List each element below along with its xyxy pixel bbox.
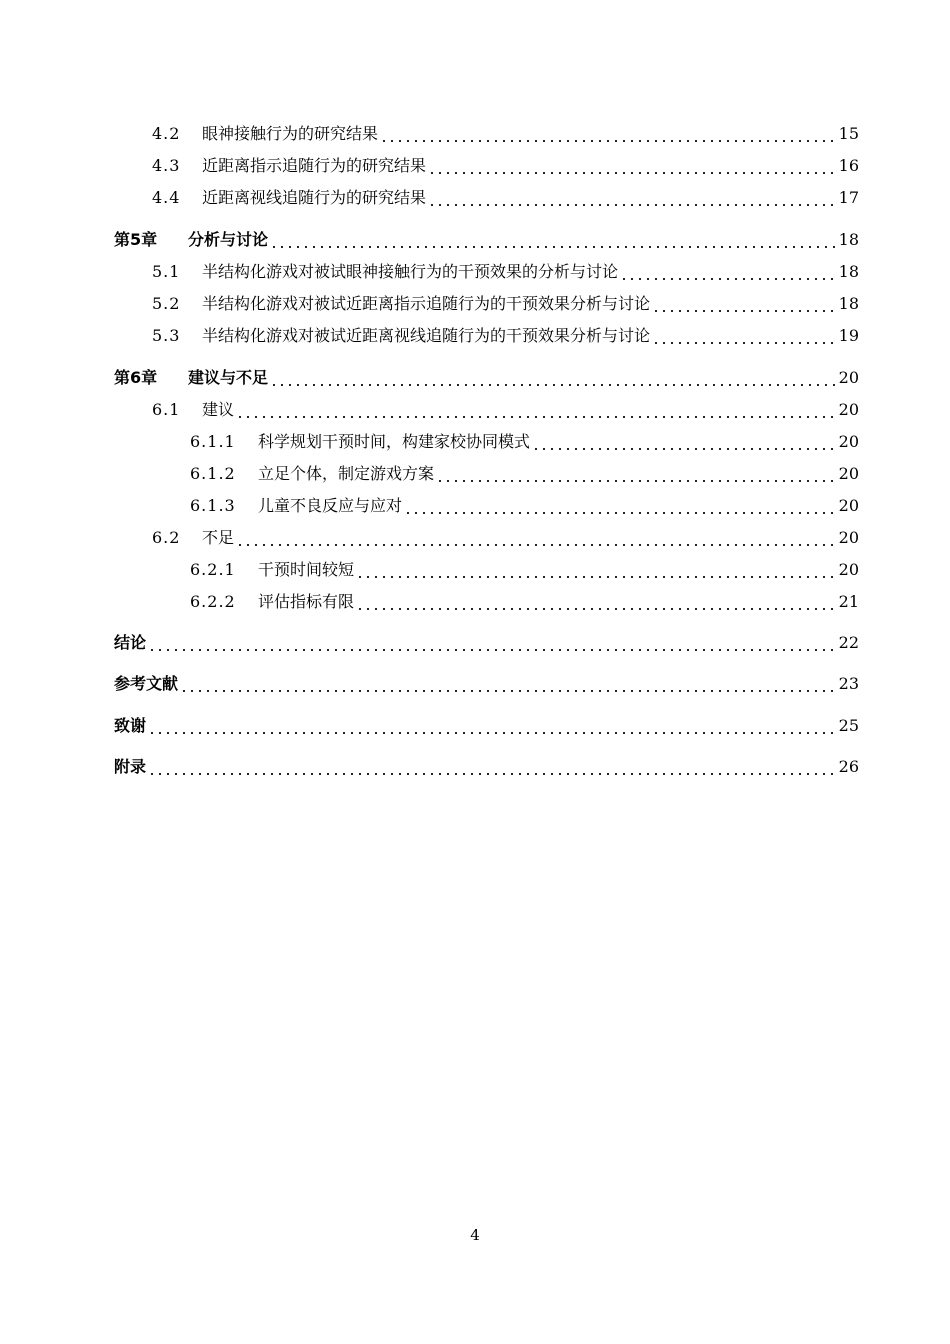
toc-entry[interactable] <box>152 184 859 208</box>
toc-entry[interactable] <box>190 588 859 612</box>
toc-entry[interactable] <box>190 460 859 484</box>
toc-entry[interactable] <box>152 290 859 314</box>
toc-entry-page: 15 <box>838 124 859 143</box>
dot-leader <box>270 368 837 388</box>
toc-entry-page: 20 <box>838 400 859 419</box>
dot-leader <box>148 716 837 736</box>
dot-leader <box>620 262 837 282</box>
toc-entry-title: 近距离指示追随行为的研究结果 <box>202 156 427 175</box>
toc-section-entry[interactable] <box>114 753 859 777</box>
toc-entry-page: 17 <box>838 188 859 207</box>
page-number: 4 <box>470 1226 480 1244</box>
toc-entry[interactable] <box>152 152 859 176</box>
dot-leader <box>148 633 837 653</box>
toc-entry-number: 6.1 <box>152 400 181 419</box>
toc-entry-page: 20 <box>838 432 859 451</box>
toc-entry-page: 18 <box>838 262 859 281</box>
toc-entry-title: 评估指标有限 <box>258 592 355 611</box>
toc-entry-title: 半结构化游戏对被试眼神接触行为的干预效果的分析与讨论 <box>202 262 619 281</box>
toc-entry-title: 干预时间较短 <box>258 560 355 579</box>
dot-leader <box>428 156 837 176</box>
dot-leader <box>236 528 837 548</box>
dot-leader <box>148 757 837 777</box>
toc-entry-number: 第5章 <box>114 230 158 249</box>
toc-entry-title: 建议 <box>202 400 235 419</box>
toc-entry-title: 科学规划干预时间，构建家校协同模式 <box>258 432 531 451</box>
toc-entry-page: 20 <box>838 560 859 579</box>
toc-entry[interactable] <box>152 258 859 282</box>
toc-chapter-entry[interactable] <box>114 226 859 250</box>
toc-entry-page: 20 <box>838 464 859 483</box>
toc-entry-page: 20 <box>838 496 859 515</box>
toc-entry-page: 26 <box>838 757 859 776</box>
toc-chapter-entry[interactable] <box>114 364 859 388</box>
toc-entry[interactable] <box>152 322 859 346</box>
toc-entry-number: 5.1 <box>152 262 181 281</box>
toc-section-entry[interactable] <box>114 670 859 694</box>
toc-entry-title: 半结构化游戏对被试近距离视线追随行为的干预效果分析与讨论 <box>202 326 651 345</box>
toc-entry-page: 18 <box>838 294 859 313</box>
toc-entry-title: 半结构化游戏对被试近距离指示追随行为的干预效果分析与讨论 <box>202 294 651 313</box>
dot-leader <box>270 230 837 250</box>
toc-entry-title: 立足个体，制定游戏方案 <box>258 464 435 483</box>
dot-leader <box>652 326 837 346</box>
toc-entry-number: 6.1.3 <box>190 496 236 515</box>
dot-leader <box>380 124 837 144</box>
toc-entry-number: 5.3 <box>152 326 181 345</box>
dot-leader <box>236 400 837 420</box>
toc-entry[interactable] <box>152 396 859 420</box>
toc-entry-page: 19 <box>838 326 859 345</box>
toc-section-entry[interactable] <box>114 712 859 736</box>
toc-entry-number: 6.1.1 <box>190 432 236 451</box>
toc-entry-number: 5.2 <box>152 294 181 313</box>
toc-entry-title: 结论 <box>114 633 147 652</box>
dot-leader <box>356 560 837 580</box>
toc-entry[interactable] <box>190 492 859 516</box>
toc-entry-title: 近距离视线追随行为的研究结果 <box>202 188 427 207</box>
dot-leader <box>180 674 837 694</box>
toc-entry-title: 不足 <box>202 528 235 547</box>
toc-entry-page: 23 <box>838 674 859 693</box>
toc-entry-title: 建议与不足 <box>188 368 269 387</box>
toc-entry-title: 参考文献 <box>114 674 179 693</box>
toc-entry-number: 4.4 <box>152 188 181 207</box>
toc-entry[interactable] <box>190 428 859 452</box>
toc-entry-page: 25 <box>838 716 859 735</box>
toc-entry-title: 分析与讨论 <box>188 230 269 249</box>
toc-entry-title: 附录 <box>114 757 147 776</box>
dot-leader <box>532 432 837 452</box>
toc-entry-title: 致谢 <box>114 716 147 735</box>
dot-leader <box>428 188 837 208</box>
toc-entry-title: 儿童不良反应与应对 <box>258 496 403 515</box>
toc-entry-number: 4.3 <box>152 156 181 175</box>
toc-entry-page: 16 <box>838 156 859 175</box>
dot-leader <box>652 294 837 314</box>
toc-entry-page: 22 <box>838 633 859 652</box>
toc-entry[interactable] <box>152 120 859 144</box>
toc-entry[interactable] <box>190 556 859 580</box>
toc-entry-number: 4.2 <box>152 124 181 143</box>
toc-section-entry[interactable] <box>114 629 859 653</box>
toc-entry-number: 6.2 <box>152 528 181 547</box>
toc-entry-page: 20 <box>838 368 859 387</box>
toc-entry-title: 眼神接触行为的研究结果 <box>202 124 379 143</box>
toc-entry[interactable] <box>152 524 859 548</box>
toc-entry-number: 第6章 <box>114 368 158 387</box>
toc-entry-page: 20 <box>838 528 859 547</box>
dot-leader <box>404 496 837 516</box>
toc-entry-number: 6.2.2 <box>190 592 236 611</box>
dot-leader <box>436 464 837 484</box>
toc-entry-number: 6.1.2 <box>190 464 236 483</box>
dot-leader <box>356 592 837 612</box>
toc-entry-page: 21 <box>838 592 859 611</box>
toc-entry-number: 6.2.1 <box>190 560 236 579</box>
toc-entry-page: 18 <box>838 230 859 249</box>
